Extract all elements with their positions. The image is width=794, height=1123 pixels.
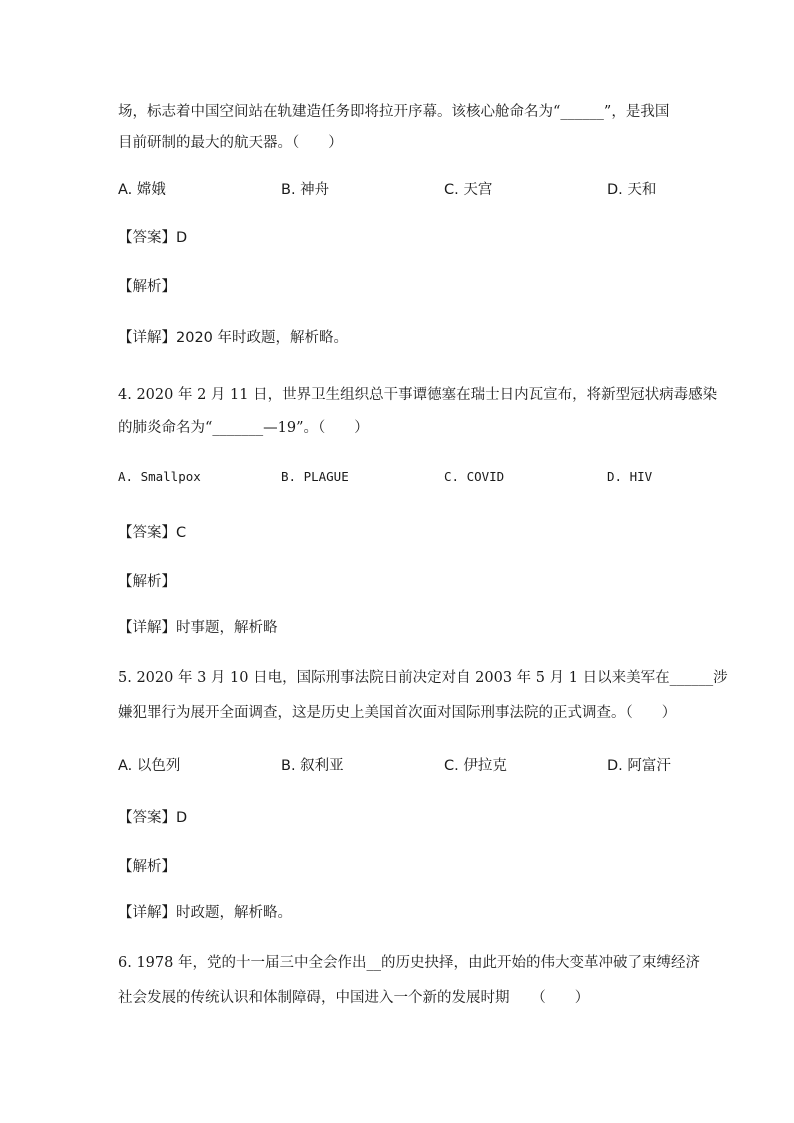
q3-detail: 【详解】2020 年时政题，解析略。 (118, 330, 349, 346)
q5-option-c: C. 伊拉克 (444, 758, 507, 774)
q4-option-a: A. Smallpox (118, 469, 201, 484)
q5-stem-line2: 嫌犯罪行为展开全面调查，这是历史上美国首次面对国际刑事法院的正式调查。（ ） (118, 705, 677, 721)
q5-analysis-label: 【解析】 (118, 859, 176, 875)
q5-option-d: D. 阿富汗 (607, 758, 671, 774)
q3-option-d: D. 天和 (607, 182, 657, 198)
q5-stem-line1: 5. 2020 年 3 月 10 日电，国际刑事法院日前决定对自 2003 年 5 月 1 日以来美军在______涉 (118, 670, 728, 686)
q5-option-b: B. 叙利亚 (281, 758, 344, 774)
q6-stem-line2: 社会发展的传统认识和体制障碍，中国进入一个新的发展时期 （ ） (118, 990, 590, 1006)
q3-options (118, 178, 678, 198)
q3-analysis-label: 【解析】 (118, 279, 176, 295)
q4-stem-line1: 4. 2020 年 2 月 11 日，世界卫生组织总干事谭德塞在瑞士日内瓦宣布，将新型冠状病毒感染 (118, 387, 718, 403)
q4-answer: 【答案】C (118, 525, 187, 541)
q3-answer: 【答案】D (118, 230, 188, 246)
q4-options (118, 469, 678, 489)
q4-option-c: C. COVID (444, 469, 505, 484)
q5-options (118, 754, 678, 774)
q5-answer: 【答案】D (118, 810, 188, 826)
q3-stem-line1: 场，标志着中国空间站在轨建造任务即将拉开序幕。该核心舱命名为“______”，是我国 (118, 104, 670, 120)
q4-detail: 【详解】时事题，解析略 (118, 620, 278, 636)
q4-stem-line2: 的肺炎命名为“_______—19”。（ ） (118, 420, 369, 436)
q4-option-b: B. PLAGUE (281, 469, 349, 484)
q3-option-b: B. 神舟 (281, 182, 330, 198)
q5-detail: 【详解】时政题，解析略。 (118, 905, 292, 921)
q4-option-d: D. HIV (607, 469, 653, 484)
q6-stem-line1: 6. 1978 年，党的十一届三中全会作出__的历史抉择，由此开始的伟大变革冲破了束缚经济 (118, 955, 700, 971)
q5-option-a: A. 以色列 (118, 758, 181, 774)
q3-option-c: C. 天宫 (444, 182, 493, 198)
q4-analysis-label: 【解析】 (118, 574, 176, 590)
q3-option-a: A. 嫦娥 (118, 182, 166, 198)
q3-stem-line2: 目前研制的最大的航天器。（ ） (118, 135, 343, 151)
